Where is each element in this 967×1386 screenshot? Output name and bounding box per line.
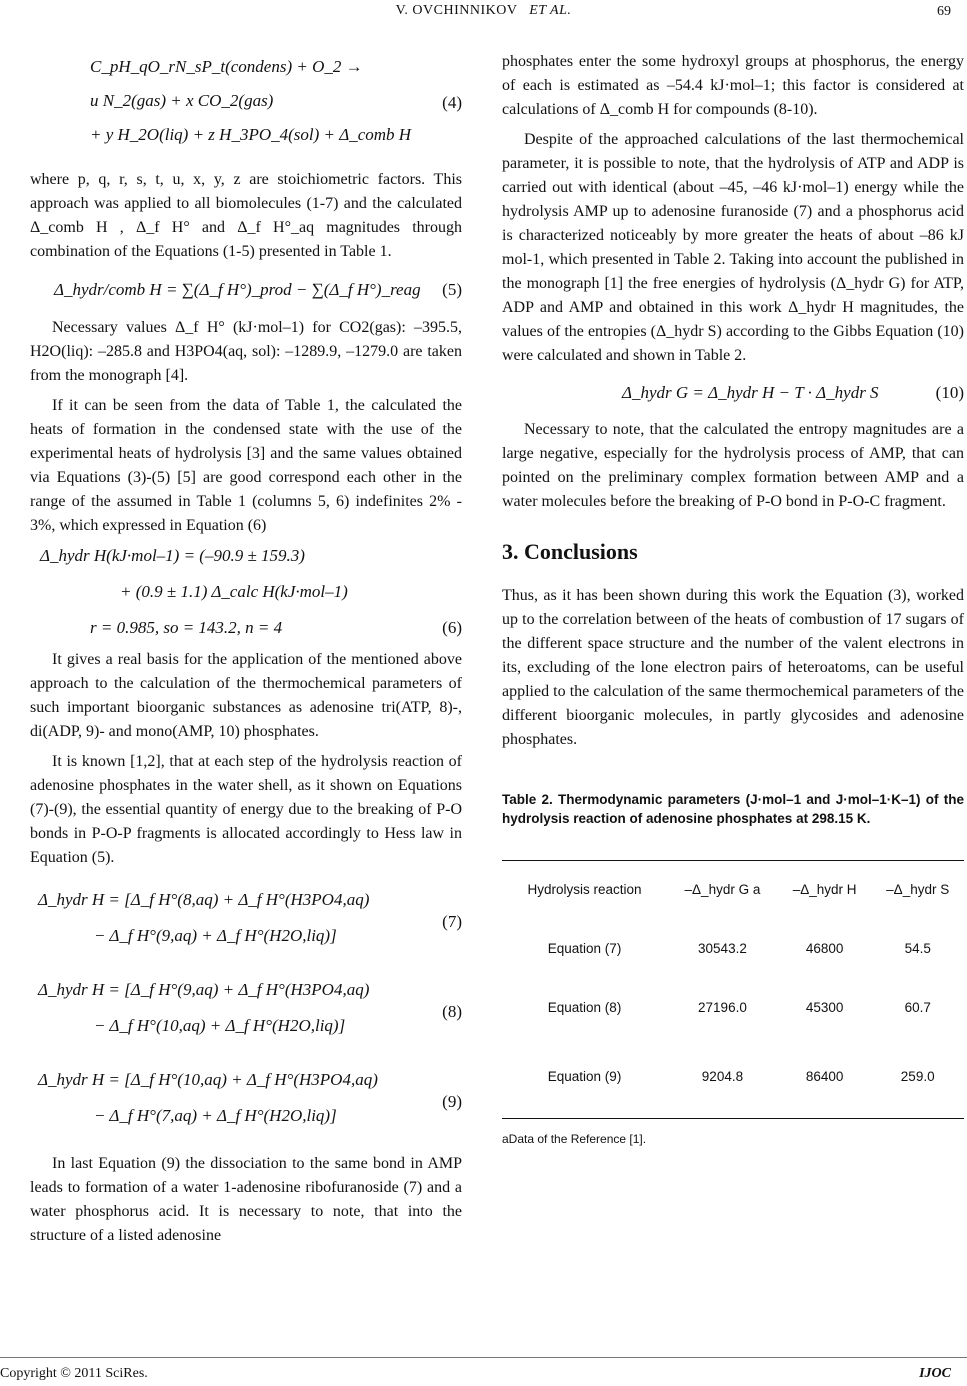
equation-5-body: Δ_hydr/comb H = ∑(Δ_f H°)_prod − ∑(Δ_f H°)_reag (54, 280, 421, 299)
paragraph-table1-discussion: If it can be seen from the data of Table 1, the calculated the heats of formation in the condensed state with the use of the experimental heats of hydrolysis [3] and the same values obtained via Equations (3)-(5) [5] are good correspond each other in the range of the assumed in Table 1 (columns 5, 6) indefinites 2% - 3%, which expressed in Equation (6) (30, 397, 462, 534)
table-footnote: aData of the Reference [1]. (502, 1132, 647, 1146)
equation-6-number: (6) (442, 618, 462, 637)
paragraph-hess-law: It is known [1,2], that at each step of the hydrolysis reaction of adenosine phosphates in the water shell, as it shown on Equations (7)-(9), the essential quantity of energy due to the breaking of P-O bonds in P-O-P fragments is allocated accordingly to Hess law in Equation (5). (30, 753, 462, 866)
table-header-cell: Hydrolysis reaction (527, 881, 642, 897)
paragraph-entropy: Necessary to note, that the calculated the entropy magnitudes are a large negative, especially for the hydrolysis process of AMP, that can pointed on the preliminary complex formation between AMP and a water molecules before the breaking of P-O bond in P-O-C fragment. (502, 421, 964, 510)
table-cell: Equation (7) (547, 940, 622, 956)
header-authors: V. OVCHINNIKOV (395, 3, 518, 18)
paragraph-necessary-values: Necessary values Δ_f H° (kJ·mol–1) for CO2(gas): –395.5, H2O(liq): –285.8 and H3PO4(aq, sol): –1289.9, –1279.0 are taken from the monograph [4]. (30, 319, 462, 384)
left-column (30, 50, 462, 1248)
equation-5-number: (5) (442, 280, 462, 299)
equation-8-line-2: − Δ_f H°(10,aq) + Δ_f H°(H2O,liq)] (94, 1016, 346, 1035)
equation-7 (30, 882, 462, 962)
equation-4-line-2: u N_2(gas) + x CO_2(gas) (90, 91, 274, 110)
table-header-cell: –Δ_hydr S (886, 881, 950, 897)
table-header-cell: –Δ_hydr H (792, 881, 857, 897)
equation-8-line-1: Δ_hydr H = [Δ_f H°(9,aq) + Δ_f H°(H3PO4,aq) (38, 980, 370, 999)
equation-4-line-3: + y H_2O(liq) + z H_3PO_4(sol) + Δ_comb H (90, 125, 412, 144)
table-cell: 9204.8 (701, 1069, 744, 1085)
table-cell: Equation (9) (547, 1069, 622, 1085)
equation-10 (502, 368, 964, 418)
equation-7-number: (7) (442, 912, 462, 931)
equation-9-line-1: Δ_hydr H = [Δ_f H°(10,aq) + Δ_f H°(H3PO4,aq) (38, 1070, 378, 1089)
footer-rule (0, 1357, 967, 1358)
equation-7-line-1: Δ_hydr H = [Δ_f H°(8,aq) + Δ_f H°(H3PO4,aq) (38, 890, 370, 909)
table-row (502, 979, 964, 1037)
table-cell: Equation (8) (547, 999, 622, 1015)
table-caption: Table 2. Thermodynamic parameters (J·mol–1 and J·mol–1·K–1) of the hydrolysis reaction of adenosine phosphates at 298.15 K. (502, 792, 964, 826)
table-cell: 60.7 (904, 999, 931, 1015)
footer-copyright: Copyright © 2011 SciRes. (0, 1366, 148, 1381)
equation-6-stats: r = 0.985, so = 143.2, n = 4 (90, 618, 283, 637)
table-cell: 54.5 (904, 940, 931, 956)
table-cell: 30543.2 (698, 940, 747, 956)
paragraph-stoichiometric: where p, q, r, s, t, u, x, y, z are stoichiometric factors. This approach was applied to all biomolecules (1-7) and the calculated Δ_comb H , Δ_f H° and Δ_f H°_aq magnitudes through combination of the Equations (1-5) presented in Table 1. (30, 171, 462, 260)
equation-6 (30, 538, 462, 648)
equation-8-number: (8) (442, 1002, 462, 1021)
equation-5 (30, 264, 462, 316)
equation-9 (30, 1062, 462, 1142)
equation-6-line-1: Δ_hydr H(kJ·mol–1) = (–90.9 ± 159.3) (40, 546, 305, 565)
equation-7-line-2: − Δ_f H°(9,aq) + Δ_f H°(H2O,liq)] (94, 926, 337, 945)
equation-8 (30, 972, 462, 1052)
table-row (502, 1037, 964, 1119)
table-row (502, 919, 964, 979)
thermodynamic-table (502, 860, 964, 1119)
equation-6-line-2: + (0.9 ± 1.1) Δ_calc H(kJ·mol–1) (120, 582, 348, 601)
equation-4-number: (4) (442, 93, 462, 112)
running-header (0, 0, 967, 20)
paragraph-conclusions: Thus, as it has been shown during this work the Equation (3), worked up to the correlation between of the heats of combustion of 17 sugars of the different space structure and the number of the valent electrons in its, excluding of the lone electron pairs of heteroatoms, can be useful applied to the calculation of the same thermochemical parameters of the different bioorganic molecules, in partly glycosides and adenosine phosphates. (502, 587, 964, 748)
equation-10-number: (10) (935, 383, 964, 402)
table-header-cell: –Δ_hydr G a (684, 881, 761, 897)
paragraph-atp-adp-hydrolysis: Despite of the approached calculations of the last thermochemical parameter, it is possible to note, that the hydrolysis of ATP and ADP is carried out with identical (about –45, –46 kJ·mol–1) energy while the hydrolysis AMP up to adenosine furanoside (7) and a phosphorus acid is characterized noticeably by more greater the heats of about –86 kJ mol-1, which presented in Table 2. Taking into account the published in the monograph [1] the free energies of hydrolysis (Δ_hydr G) for ATP, ADP and AMP and obtained in this work Δ_hydr H magnitudes, the values of the entropies (Δ_hydr S) according to the Gibbs Equation (10) were calculated and shown in Table 2. (502, 131, 964, 364)
equation-9-number: (9) (442, 1092, 462, 1111)
section-title-conclusions: 3. Conclusions (502, 539, 638, 564)
paragraph-amp-dissociation: In last Equation (9) the dissociation to the same bond in AMP leads to formation of a water 1-adenosine ribofuranoside (7) and a water phosphorus acid. It is necessary to note, that into the structure of a listed adenosine (30, 1155, 462, 1244)
equation-4-line-1: C_pH_qO_rN_sP_t(condens) + O_2 → (90, 57, 363, 76)
header-etal: ET AL. (529, 3, 572, 18)
table-cell: 46800 (805, 940, 844, 956)
right-column (502, 50, 964, 1151)
table-cell: 86400 (805, 1069, 844, 1085)
equation-4 (30, 50, 462, 160)
table-cell: 45300 (805, 999, 844, 1015)
paragraph-hydroxyl-groups: phosphates enter the some hydroxyl groups at phosphorus, the energy of each is estimated as –54.4 kJ·mol–1; this factor is considered at calculations of Δ_comb H for compounds (8-10). (502, 53, 964, 118)
paragraph-real-basis: It gives a real basis for the application of the mentioned above approach to the calculation of the thermochemical parameters of such important bioorganic substances as adenosine tri(ATP, 8)-, di(ADP, 9)- and mono(AMP, 10) phosphates. (30, 651, 462, 740)
equation-10-body: Δ_hydr G = Δ_hydr H − T · Δ_hydr S (622, 383, 879, 402)
footer-journal: IJOC (919, 1366, 951, 1381)
table-header-row (502, 861, 964, 919)
page-number: 69 (937, 4, 951, 19)
table-cell: 259.0 (900, 1069, 935, 1085)
table-cell: 27196.0 (698, 999, 747, 1015)
equation-9-line-2: − Δ_f H°(7,aq) + Δ_f H°(H2O,liq)] (94, 1106, 337, 1125)
